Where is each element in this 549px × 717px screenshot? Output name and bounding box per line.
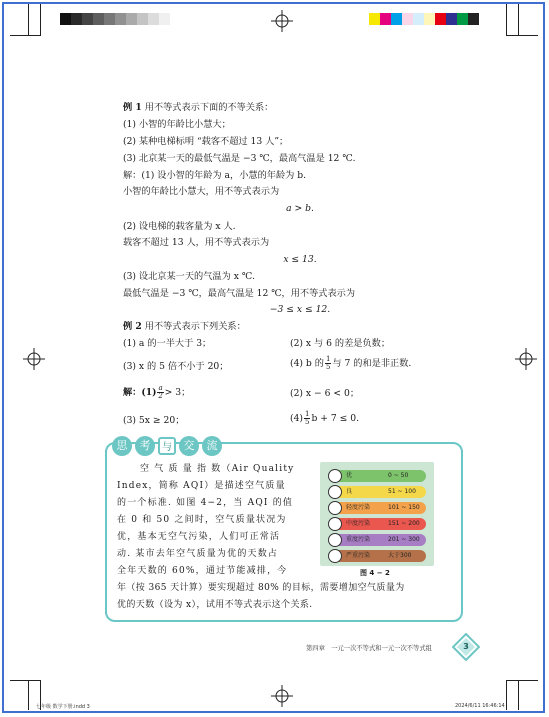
a1-numerator: a	[158, 384, 163, 392]
think-and-discuss-header	[112, 436, 222, 456]
solution2-line-a: (2) 设电梯的载客量为 x 人.	[123, 221, 236, 232]
think-line-9: 优的天数（设为 x），试用不等式表示这个关系.	[117, 600, 313, 610]
q4-suffix: 与 7 的和是非正数.	[332, 358, 412, 369]
solution1-line-a: 解：(1) 设小智的年龄为 a，小慧的年龄为 b.	[123, 170, 307, 181]
think-line-5: 优，基本无空气污染，人们可正常活	[117, 532, 281, 542]
q4-fraction	[325, 356, 331, 371]
example1-item-2: (2) 某种电梯标明 “载客不超过 13 人”；	[123, 136, 289, 147]
aqi-level-row	[330, 486, 426, 498]
think-line-8: 年（按 365 天计算）要实现超过 80% 的目标，需要增加空气质量为	[117, 583, 405, 593]
solution2-line-b: 载客不超过 13 人，用不等式表示为	[123, 237, 270, 248]
aqi-level-range: 201 ~ 300	[388, 536, 420, 543]
crop-mark	[518, 4, 519, 36]
crop-mark	[10, 35, 40, 36]
file-name: 七年级 数学下册.indd 3	[36, 704, 90, 710]
aqi-level-row	[330, 518, 426, 530]
example2-number: 例 2	[123, 321, 142, 332]
figure-caption: 图 4 − 2	[360, 569, 390, 577]
example2-title: 用不等式表示下列关系：	[144, 321, 246, 332]
aqi-level-row	[330, 550, 426, 562]
example2-answer-1	[123, 385, 190, 401]
example2-answer-2: (2) x − 6 < 0；	[290, 388, 360, 399]
aqi-level-name: 良	[346, 488, 353, 495]
aqi-level-name: 优	[346, 472, 353, 479]
aqi-level-range: 大于300	[388, 552, 412, 559]
crop-mark	[506, 35, 538, 36]
aqi-level-range: 151 ~ 200	[388, 520, 420, 527]
example2-question-4	[290, 356, 411, 372]
aqi-level-range: 51 ~ 100	[388, 488, 416, 495]
header-char-4: 交	[179, 436, 199, 456]
example2-answer-3: (3) 5x ≥ 20；	[123, 415, 185, 426]
example1-heading	[123, 102, 273, 114]
example1-item-3: (3) 北京某一天的最低气温是 −3 ℃，最高气温是 12 ℃.	[123, 153, 356, 164]
a1-suffix: > 3；	[164, 387, 191, 398]
aqi-level-row	[330, 534, 426, 546]
crop-mark	[10, 680, 40, 681]
q4-prefix: (4) b 的	[290, 358, 324, 369]
solution3-line-a: (3) 设北京某一天的气温为 x ℃.	[123, 271, 256, 282]
example2-answer-4	[290, 411, 359, 427]
crop-mark	[518, 680, 519, 710]
think-line-2: Index，简称 AQI）是描述空气质量	[117, 481, 286, 491]
a4-prefix: (4)	[290, 413, 304, 424]
face-icon	[328, 549, 342, 563]
registration-target-icon	[271, 685, 293, 707]
aqi-level-name: 重度污染	[346, 536, 371, 543]
color-bar	[369, 13, 479, 25]
aqi-level-row	[330, 502, 426, 514]
example1-title: 用不等式表示下面的不等关系：	[144, 102, 274, 113]
example1-item-1: (1) 小智的年龄比小慧大；	[123, 119, 231, 130]
aqi-level-name: 中度污染	[346, 520, 371, 527]
crop-mark	[506, 680, 507, 710]
a1-denominator: 2	[158, 392, 163, 400]
registration-target-icon	[515, 348, 537, 370]
aqi-figure	[320, 462, 434, 566]
a4-fraction	[304, 411, 310, 426]
face-icon	[328, 469, 342, 483]
crop-mark	[506, 680, 538, 681]
q4-denominator: 5	[325, 363, 331, 371]
header-char-1: 思	[112, 436, 132, 456]
crop-mark	[506, 4, 507, 36]
think-line-1: 空 气 质 量 指 数（Air Quality	[140, 464, 295, 474]
q4-numerator: 1	[325, 355, 331, 363]
face-icon	[328, 501, 342, 515]
example2-heading	[123, 321, 246, 333]
header-char-5: 流	[202, 436, 222, 456]
solution1-line-b: 小智的年龄比小慧大，用不等式表示为	[123, 186, 280, 197]
registration-target-icon	[271, 10, 293, 32]
example1-number: 例 1	[123, 102, 142, 113]
think-line-3: 的一个标准. 如图 4−2，当 AQI 的值	[117, 498, 294, 508]
example2-question-1: (1) a 的一半大于 3；	[123, 338, 212, 349]
example2-question-3: (3) x 的 5 倍不小于 20；	[123, 361, 229, 372]
a1-prefix: 解：(1)	[123, 387, 157, 398]
aqi-level-name: 严重污染	[346, 552, 371, 559]
header-char-3: 与	[158, 437, 176, 455]
think-line-7: 全年天数的 60%，通过节能减排，今	[117, 566, 288, 576]
example2-question-2: (2) x 与 6 的差是负数；	[290, 338, 391, 349]
solution3-line-b: 最低气温是 −3 ℃，最高气温是 12 ℃，用不等式表示为	[123, 288, 356, 299]
crop-mark	[28, 680, 29, 710]
crop-mark	[28, 4, 29, 36]
grayscale-bar	[60, 13, 170, 25]
face-icon	[328, 517, 342, 531]
solution1-inequality: a > b.	[286, 203, 314, 214]
solution3-inequality: −3 ≤ x ≤ 12.	[269, 304, 331, 315]
think-line-6: 动. 某市去年空气质量为优的天数占	[117, 549, 279, 559]
chapter-title: 第四章 一元一次不等式和一元一次不等式组	[306, 645, 432, 652]
a1-fraction	[157, 385, 163, 400]
face-icon	[328, 485, 342, 499]
header-char-2: 考	[135, 436, 155, 456]
print-timestamp: 2024/6/11 16:46:14	[455, 703, 505, 709]
aqi-level-range: 101 ~ 150	[388, 504, 420, 511]
aqi-level-row	[330, 470, 426, 482]
page-number: 3	[463, 642, 469, 651]
a4-denominator: 5	[305, 418, 310, 426]
think-line-4: 在 0 和 50 之间时，空气质量状况为	[117, 515, 287, 525]
registration-target-icon	[23, 348, 45, 370]
a4-numerator: 1	[305, 410, 310, 418]
aqi-level-name: 轻度污染	[346, 504, 371, 511]
a4-suffix: b + 7 ≤ 0.	[311, 413, 360, 424]
crop-mark	[40, 4, 41, 36]
solution2-inequality: x ≤ 13.	[283, 254, 317, 265]
aqi-level-range: 0 ~ 50	[388, 472, 409, 479]
face-icon	[328, 533, 342, 547]
